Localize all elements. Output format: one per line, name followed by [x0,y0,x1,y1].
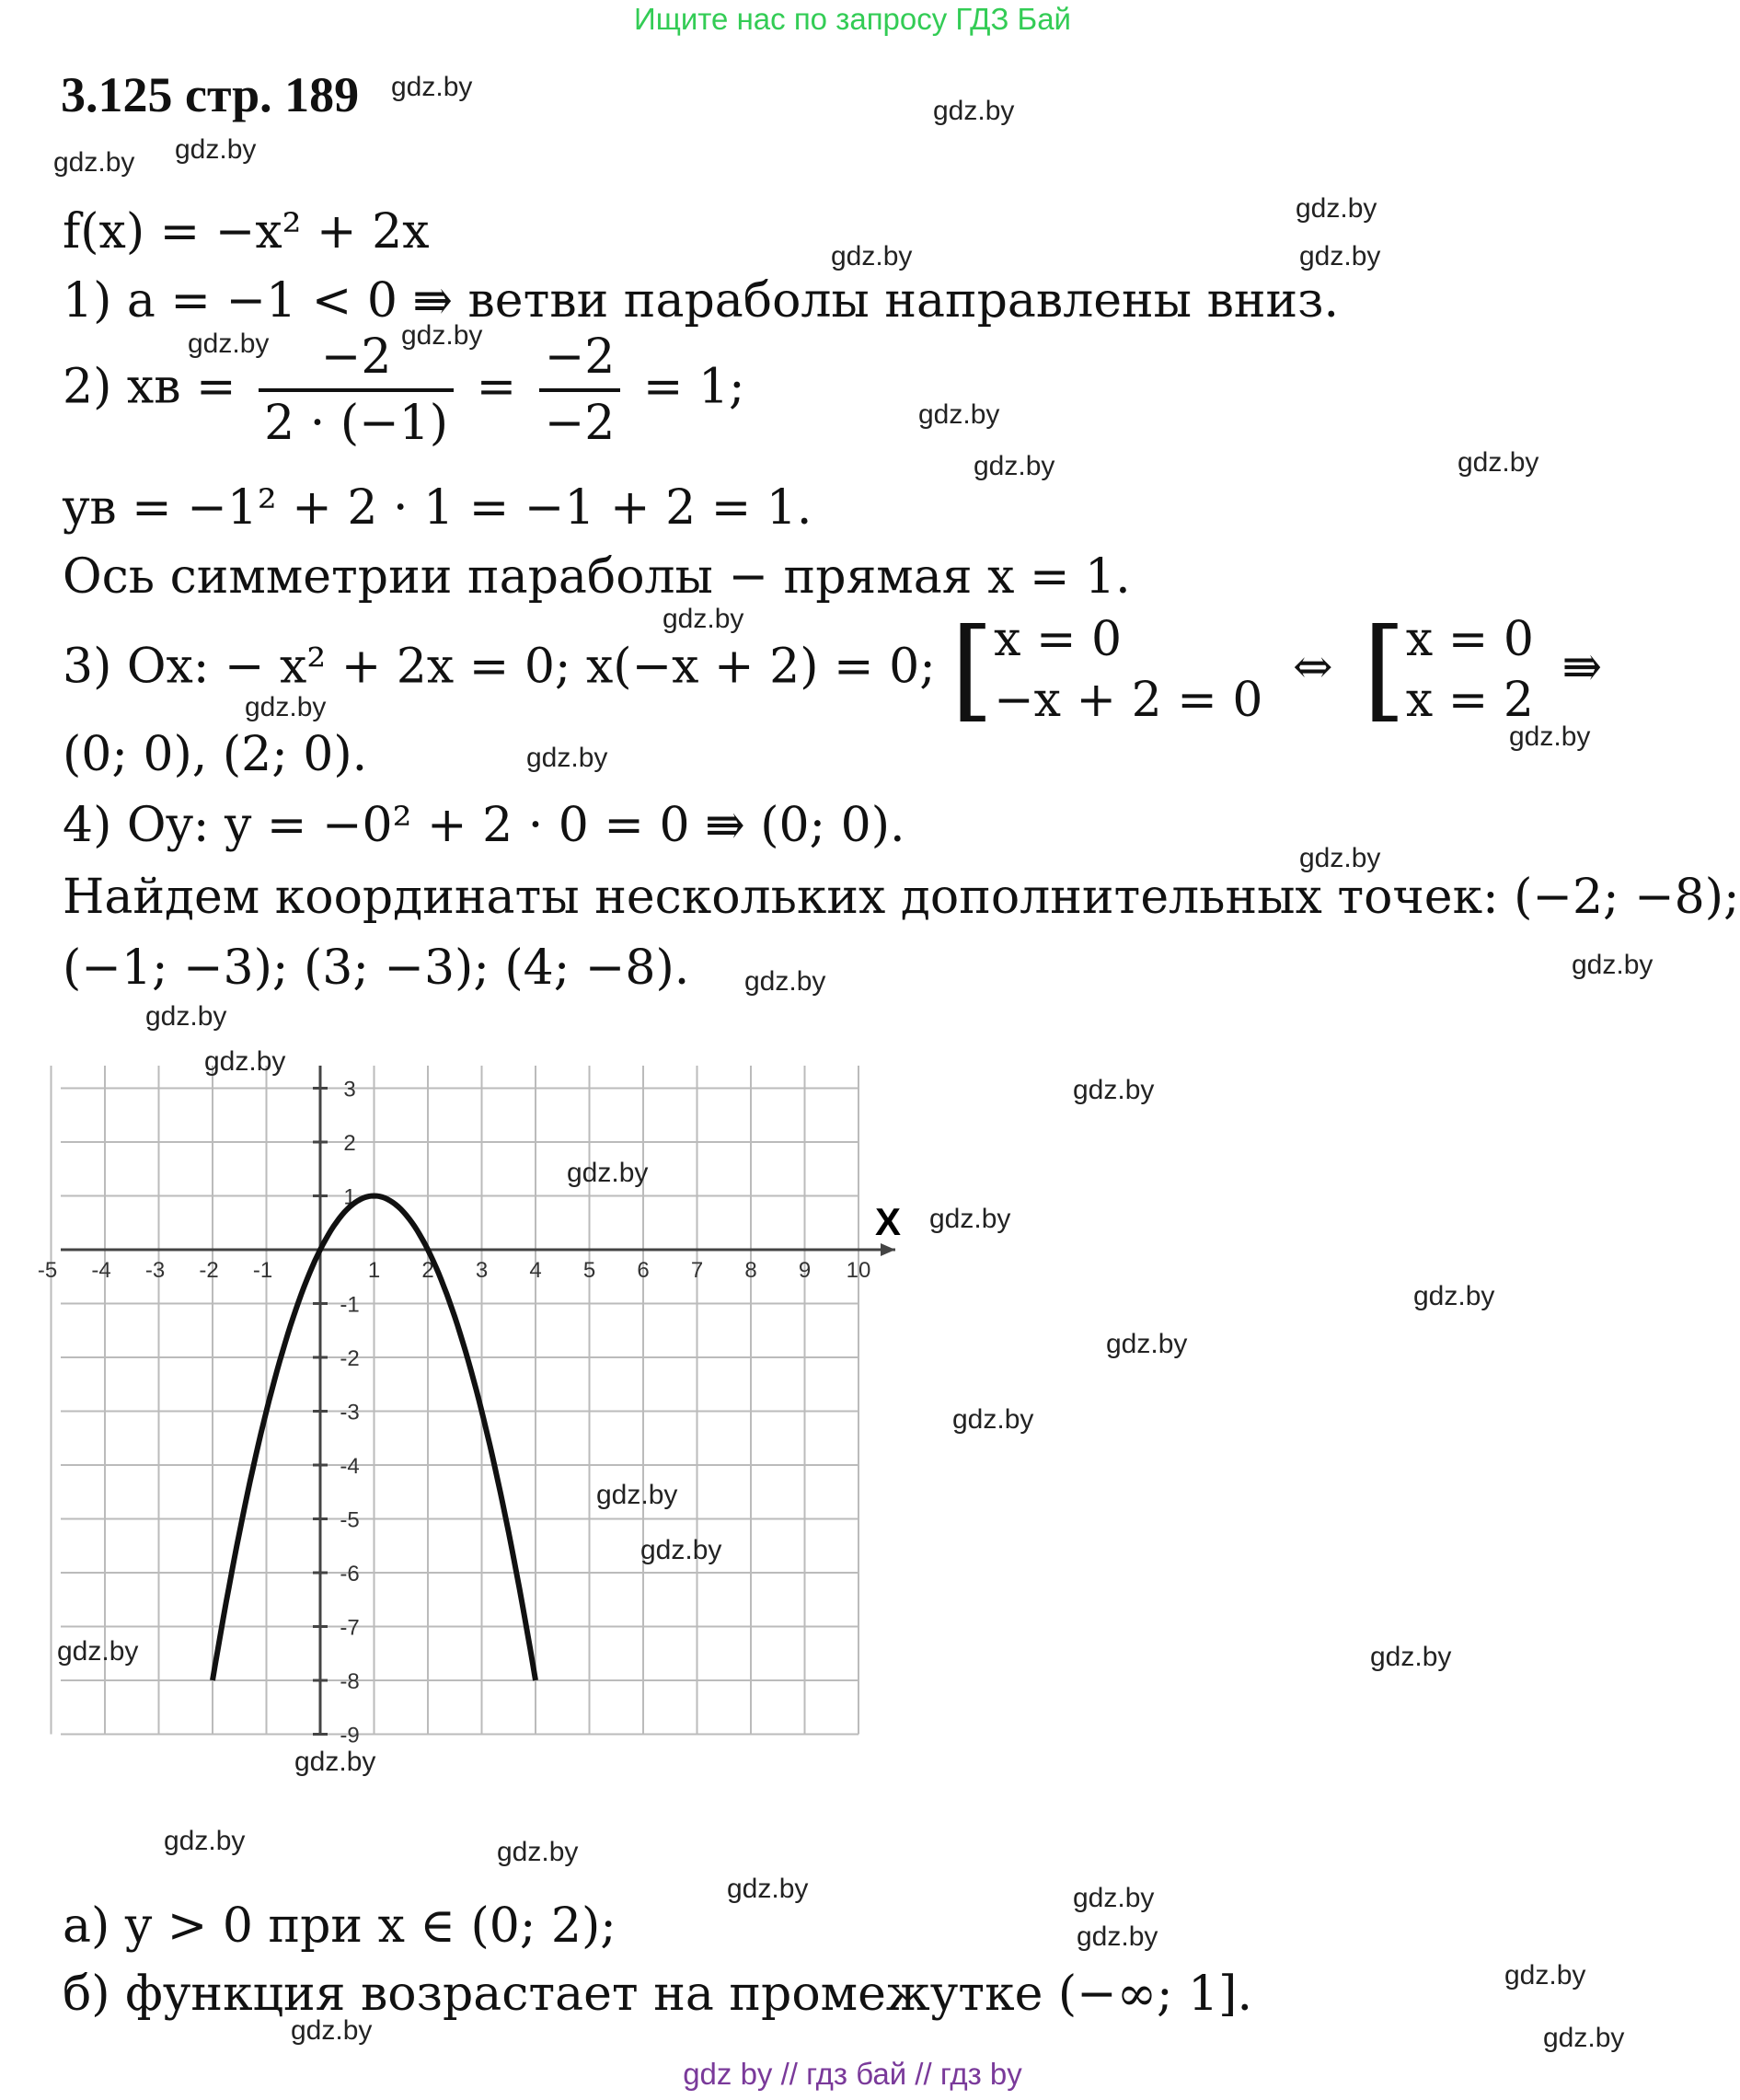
watermark-text: gdz.by [175,134,257,165]
watermark-text: gdz.by [929,1204,1011,1234]
x-tick-label: -5 [37,1258,58,1283]
watermark-text: gdz.by [1299,843,1381,873]
watermark-text: gdz.by [188,329,270,359]
y-tick-label: -5 [340,1507,360,1533]
y-tick-label: -9 [340,1723,360,1748]
watermark-text: gdz.by [291,2015,373,2046]
graph-grid [52,1066,859,1735]
x-tick-label: -4 [91,1258,111,1283]
y-tick-label: -6 [340,1562,360,1587]
watermark-text: gdz.by [1370,1642,1452,1672]
y-tick-label: -4 [340,1454,360,1479]
x-tick-label: -3 [144,1258,166,1283]
watermark-text: gdz.by [1077,1921,1158,1952]
watermark-text: gdz.by [526,743,608,773]
watermark-text: gdz.by [1106,1329,1188,1359]
watermark-text: gdz.by [391,72,473,102]
step-4: 4) Oy: y = −0² + 2 · 0 = 0 ⇛ (0; 0). [63,798,905,853]
step-1: 1) a = −1 < 0 ⇛ ветви параболы направлены вниз. [63,273,1340,329]
system-1-eq-a: x = 0 [994,612,1123,667]
x-tick-label: 4 [529,1258,542,1283]
watermark-text: gdz.by [640,1535,722,1565]
system-2 [1406,609,1534,731]
fraction-1-denominator: 2 · (−1) [264,396,449,451]
system-bracket-2: [ [1363,606,1406,733]
vertex-y: yв = −1² + 2 · 1 = −1 + 2 = 1. [63,480,812,536]
x-tick-label: 8 [744,1258,757,1283]
watermark-text: gdz.by [952,1404,1034,1435]
watermark-text: gdz.by [401,320,483,351]
x-tick-label: 9 [798,1258,812,1283]
x-tick-label: 3 [475,1258,489,1283]
watermark-text: gdz.by [1543,2023,1625,2053]
watermark-text: gdz.by [1413,1281,1495,1311]
top-banner: Ищите нас по запросу ГДЗ Бай [634,2,1071,36]
function-definition: f(x) = −x² + 2x [63,204,430,260]
watermark-text: gdz.by [164,1826,246,1856]
watermark-text: gdz.by [918,399,1000,430]
footer: gdz by // гдз бай // гдз by [683,2057,1022,2091]
system-2-eq-a: x = 0 [1405,612,1534,667]
y-tick-label: 2 [343,1131,356,1156]
extra-points-intro: Найдем координаты нескольких дополнительных точек: (−2; −8); [63,870,1740,925]
watermark-text: gdz.by [1299,241,1381,271]
watermark-text: gdz.by [933,96,1015,126]
x-axis-label: X [875,1200,902,1243]
y-tick-label: -1 [340,1292,360,1318]
symmetry-axis: Ось симметрии параболы − прямая x = 1. [63,549,1131,605]
y-tick-label: -3 [340,1400,360,1425]
watermark-text: gdz.by [53,147,135,178]
system-bracket-1: [ [951,606,995,733]
x-tick-label: 1 [367,1258,381,1283]
fraction-2-numerator: −2 [539,329,621,392]
watermark-text: gdz.by [294,1747,376,1777]
watermark-text: gdz.by [1572,950,1654,980]
answer-b: б) функция возрастает на промежутке (−∞; 1]. [63,1967,1252,2022]
equivalence-sign: ⇔ [1292,639,1333,695]
watermark-text: gdz.by [145,1001,227,1032]
watermark-text: gdz.by [1458,447,1539,478]
watermark-text: gdz.by [497,1837,579,1867]
parabola-graph [37,1066,926,1748]
x-intercepts: (0; 0), (2; 0). [63,727,368,782]
graph-ticks [38,1078,871,1748]
watermark-text: gdz.by [974,451,1055,481]
equals-sign: = [476,359,517,415]
x-axis-arrow [881,1243,895,1256]
watermark-text: gdz.by [1073,1075,1155,1105]
watermark-text: gdz.by [1073,1883,1155,1913]
page-title: 3.125 стр. 189 [61,67,360,122]
x-tick-label: 2 [421,1258,434,1283]
x-tick-label: 10 [846,1258,871,1283]
watermark-text: gdz.by [1296,193,1377,224]
fraction-1-numerator: −2 [259,329,454,392]
watermark-text: gdz.by [596,1480,678,1510]
watermark-text: gdz.by [727,1874,809,1904]
fraction-2-denominator: −2 [544,396,616,451]
system-1 [994,609,1262,731]
x-tick-label: 7 [690,1258,704,1283]
watermark-text: gdz.by [663,604,744,634]
x-tick-label: -1 [252,1258,273,1283]
watermark-text: gdz.by [245,692,327,722]
watermark-text: gdz.by [1509,721,1591,752]
extra-points: (−1; −3); (3; −3); (4; −8). [63,940,690,996]
x-tick-label: 5 [582,1258,596,1283]
watermark-text: gdz.by [567,1158,649,1188]
y-tick-label: 3 [343,1077,356,1102]
watermark-text: gdz.by [1504,1960,1586,1990]
watermark-text: gdz.by [204,1046,286,1077]
y-tick-label: 1 [343,1184,356,1210]
watermark-text: gdz.by [57,1636,139,1667]
step-2-suffix: = 1; [642,359,745,415]
system-2-eq-b: x = 2 [1405,673,1534,728]
step-2-prefix: 2) xв = [63,359,236,415]
x-tick-label: 6 [637,1258,650,1283]
x-tick-label: -2 [199,1258,219,1283]
system-1-eq-b: −x + 2 = 0 [994,673,1263,728]
y-tick-label: -8 [340,1669,360,1694]
watermark-text: gdz.by [744,966,826,997]
answer-a: а) y > 0 при x ∈ (0; 2); [63,1898,616,1954]
watermark-text: gdz.by [831,241,913,271]
y-tick-label: -2 [340,1346,360,1371]
implies-sign: ⇛ [1561,639,1603,695]
y-tick-label: -7 [340,1615,360,1641]
fraction-2 [539,329,621,451]
step-3-prefix: 3) Ox: − x² + 2x = 0; x(−x + 2) = 0; [63,639,936,695]
